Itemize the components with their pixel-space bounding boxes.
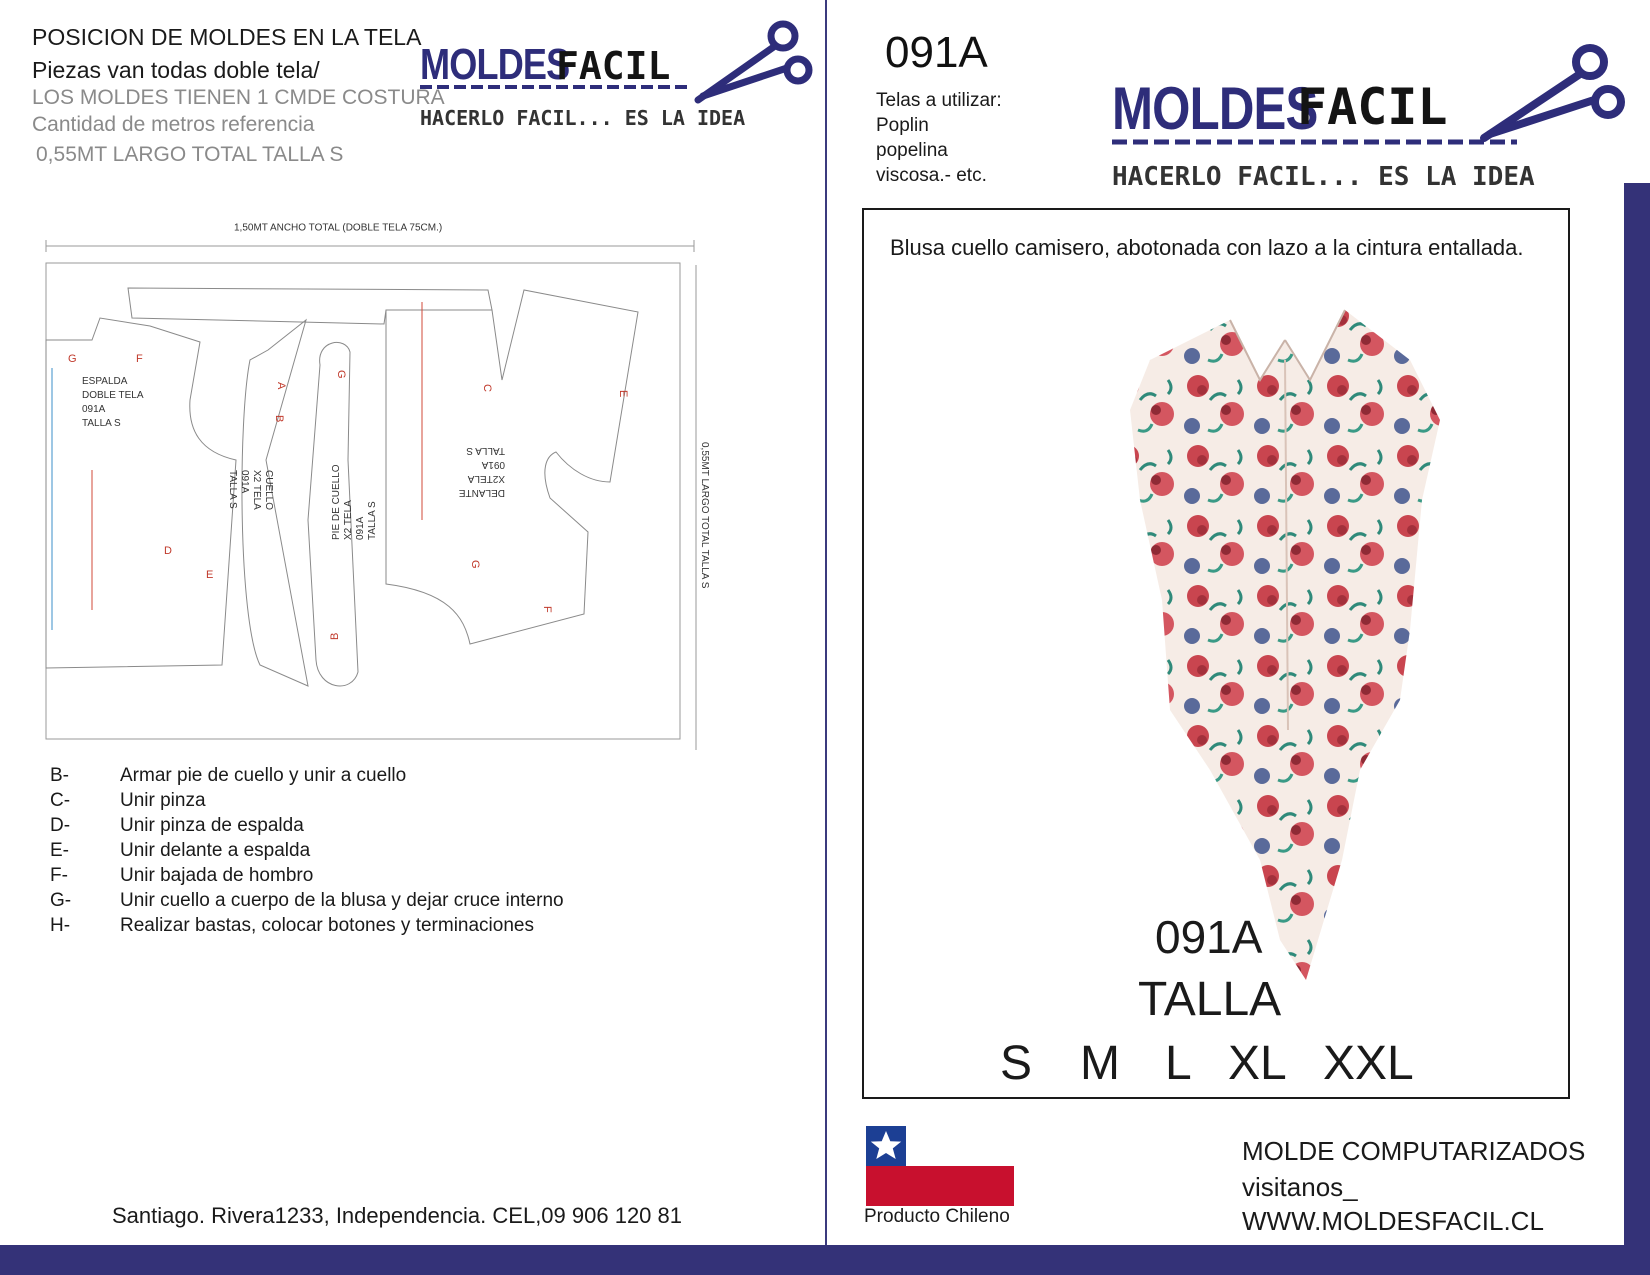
size-l: L [1165, 1037, 1192, 1090]
double-fabric-note: Piezas van todas doble tela/ [32, 57, 320, 83]
product-description: Blusa cuello camisero, abotonada con lazo a la cintura entallada. [890, 235, 1524, 260]
size-list [1000, 1036, 1414, 1091]
step-row: G- Unir cuello a cuerpo de la blusa y dejar cruce interno [50, 890, 564, 911]
logo-word-facil: FACIL [556, 44, 671, 88]
logo-word-moldes: MOLDES [420, 40, 570, 89]
pattern-layout [40, 220, 720, 750]
espalda-label-2: DOBLE TELA [82, 390, 144, 401]
cuello-label-3: 091A [239, 470, 250, 494]
size-xl: XL [1228, 1037, 1287, 1090]
delante-label-3: 091A [481, 459, 505, 470]
mark-f-front: F [541, 606, 553, 613]
mark-d: D [164, 545, 172, 557]
mark-e-front: E [617, 390, 629, 398]
seam-allowance-note: LOS MOLDES TIENEN 1 CMDE COSTURA [32, 86, 445, 109]
blouse-photo [1110, 300, 1460, 1000]
bottom-bar [0, 1245, 1650, 1275]
scissors-icon [1472, 26, 1632, 146]
espalda-label-4: TALLA S [82, 418, 121, 429]
mark-f-back: F [136, 353, 143, 365]
length-reference: 0,55MT LARGO TOTAL TALLA S [36, 143, 344, 166]
fabric-item: Poplin [876, 115, 929, 136]
step-row: B- Armar pie de cuello y unir a cuello [50, 765, 407, 786]
fabric-length-label: 0,55MT LARGO TOTAL TALLA S [699, 442, 710, 589]
promo-line-2: visitanos_ [1242, 1172, 1358, 1202]
pie-cuello-label-3: 091A [355, 516, 366, 540]
logo-word-facil: FACIL [1297, 78, 1448, 136]
size-xxl: XXL [1323, 1037, 1414, 1090]
meters-reference-label: Cantidad de metros referencia [32, 113, 315, 136]
mark-c: C [481, 384, 493, 392]
logo-small [420, 40, 805, 140]
step-row: C- Unir pinza [50, 790, 206, 811]
size-label: TALLA [1138, 973, 1282, 1026]
chile-flag-icon [866, 1126, 1014, 1206]
logo-tagline: HACERLO FACIL... ES LA IDEA [420, 106, 746, 130]
logo-dashes [1112, 138, 1522, 146]
fabrics-list [876, 88, 1002, 188]
size-m: M [1080, 1037, 1120, 1090]
fabric-width-label: 1,50MT ANCHO TOTAL (DOBLE TELA 75CM.) [234, 222, 443, 234]
cuello-label-1: CUELLO [263, 470, 274, 511]
flag-caption: Producto Chileno [864, 1206, 1010, 1227]
pie-cuello-label-4: TALLA S [367, 501, 378, 540]
step-row: F- Unir bajada de hombro [50, 865, 314, 886]
logo-tagline: HACERLO FACIL... ES LA IDEA [1112, 162, 1535, 192]
website-link[interactable]: WWW.MOLDESFACIL.CL [1242, 1206, 1544, 1236]
mark-g-front: G [469, 560, 481, 569]
cuello-label-2: X2 TELA [251, 470, 262, 510]
logo-large [1112, 66, 1632, 196]
mark-b-collar: B [273, 415, 285, 423]
model-code: 091A [885, 28, 988, 77]
pie-cuello-label-2: X2 TELA [343, 500, 354, 540]
assembly-steps [50, 763, 564, 938]
page-divider [825, 0, 827, 1245]
fabric-item: viscosa.- etc. [876, 165, 987, 186]
fabric-item: popelina [876, 140, 948, 161]
espalda-label-3: 091A [82, 404, 106, 415]
mark-g-band: G [335, 370, 347, 379]
step-row: H- Realizar bastas, colocar botones y terminaciones [50, 915, 534, 936]
mark-e-back: E [206, 569, 214, 581]
cuello-label-4: TALLA S [227, 470, 238, 509]
mark-g-back: G [68, 353, 77, 365]
fabrics-title: Telas a utilizar: [876, 90, 1002, 111]
model-code-large: 091A [1155, 911, 1263, 963]
placement-title: POSICION DE MOLDES EN LA TELA [32, 24, 422, 50]
step-row: E- Unir delante a espalda [50, 840, 311, 861]
step-row: D- Unir pinza de espalda [50, 815, 304, 836]
delante-label-2: X2TELA [467, 473, 505, 484]
logo-dashes [420, 84, 720, 90]
pie-cuello-label-1: PIE DE CUELLO [331, 464, 342, 540]
promo-line-1: MOLDE COMPUTARIZADOS [1242, 1136, 1586, 1166]
right-side-strip [1624, 183, 1650, 1245]
delante-label-1: DELANTE [458, 487, 505, 498]
logo-word-moldes: MOLDES [1112, 75, 1318, 142]
scissors-icon [688, 8, 818, 108]
address: Santiago. Rivera1233, Independencia. CEL,09 906 120 81 [112, 1203, 682, 1228]
mark-b-band: B [329, 632, 341, 640]
espalda-label-1: ESPALDA [82, 376, 128, 387]
mark-a: A [275, 382, 287, 390]
size-s: S [1000, 1037, 1033, 1090]
delante-label-4: TALLA S [466, 445, 505, 456]
